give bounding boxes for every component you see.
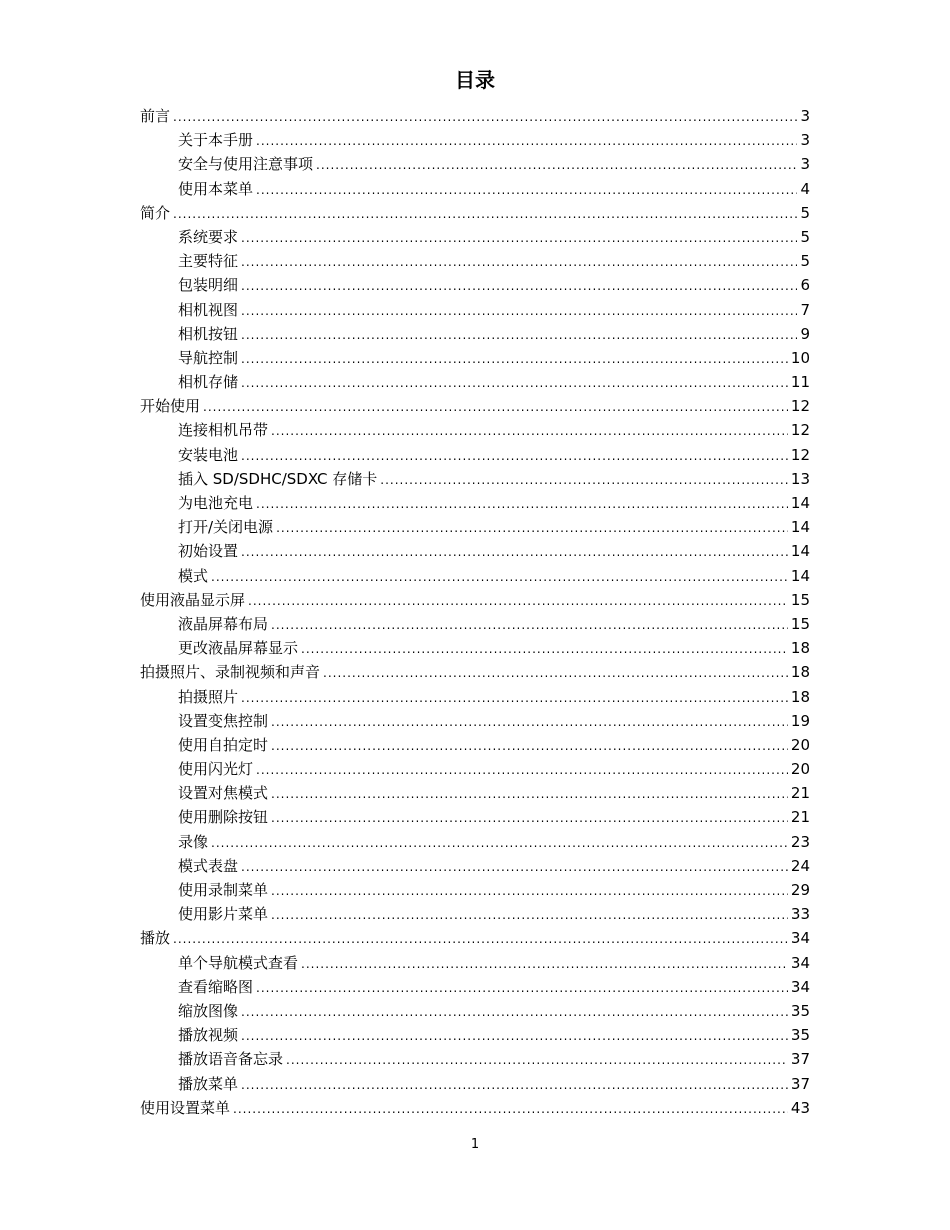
dot-leader: [241, 1000, 788, 1024]
toc-subentry[interactable]: [140, 612, 810, 636]
dot-leader: [323, 661, 788, 685]
toc-entry-label: 播放语音备忘录: [178, 1050, 284, 1069]
dot-leader: [173, 105, 797, 129]
toc-subentry[interactable]: [140, 539, 810, 563]
toc-entry-label: 缩放图像: [178, 1001, 239, 1020]
toc-entry-label: 单个导航模式查看: [178, 953, 299, 972]
toc-subentry[interactable]: [140, 491, 810, 515]
dot-leader: [380, 468, 788, 492]
toc-entry[interactable]: [140, 201, 810, 225]
toc-subentry[interactable]: [140, 636, 810, 660]
toc-entry-label: 播放菜单: [178, 1074, 239, 1093]
dot-leader: [301, 952, 788, 976]
toc-entry-page: 4: [800, 179, 810, 198]
dot-leader: [271, 903, 788, 927]
toc-entry-page: 37: [790, 1074, 810, 1093]
dot-leader: [241, 1024, 788, 1048]
toc-entry-page: 23: [790, 832, 810, 851]
dot-leader: [256, 178, 797, 202]
dot-leader: [256, 492, 788, 516]
dot-leader: [173, 202, 797, 226]
toc-entry-page: 12: [790, 445, 810, 464]
toc-subentry[interactable]: [140, 951, 810, 975]
toc-entry-label: 使用删除按钮: [178, 808, 269, 827]
toc-subentry[interactable]: [140, 249, 810, 273]
toc-entry-page: 3: [800, 131, 810, 150]
toc-subentry[interactable]: [140, 515, 810, 539]
toc-entry-label: 查看缩略图: [178, 977, 254, 996]
toc-entry-page: 14: [790, 494, 810, 512]
dot-leader: [241, 347, 788, 371]
toc-entry-page: 11: [790, 373, 810, 392]
toc-entry-page: 21: [790, 808, 810, 827]
toc-entry-page: 20: [790, 760, 810, 779]
dot-leader: [271, 806, 788, 830]
dot-leader: [203, 395, 788, 419]
toc-subentry[interactable]: [140, 733, 810, 757]
toc-entry-page: 7: [800, 300, 810, 319]
page-title: 目录: [455, 68, 495, 92]
toc-subentry[interactable]: [140, 322, 810, 346]
toc-entry-label: 模式: [178, 566, 209, 585]
toc-entry-label: 播放视频: [178, 1026, 239, 1045]
toc-entry-label: 使用影片菜单: [178, 905, 269, 924]
dot-leader: [241, 323, 797, 347]
dot-leader: [233, 1097, 788, 1121]
toc-entry[interactable]: [140, 394, 810, 418]
dot-leader: [271, 710, 788, 734]
toc-entry-label: 使用闪光灯: [178, 760, 254, 779]
toc-entry-label: 插入 SD/SDHC/SDXC 存储卡: [178, 469, 378, 488]
dot-leader: [241, 299, 797, 323]
toc-subentry[interactable]: [140, 1023, 810, 1047]
page-number: 1: [470, 1137, 480, 1152]
toc-subentry[interactable]: [140, 418, 810, 442]
toc-subentry[interactable]: [140, 975, 810, 999]
toc-entry-label: 系统要求: [178, 227, 239, 246]
toc-entry-label: 安全与使用注意事项: [178, 155, 314, 174]
toc-entry-page: 24: [790, 856, 810, 875]
toc-entry-label: 连接相机吊带: [178, 421, 269, 440]
dot-leader: [271, 782, 788, 806]
toc-subentry[interactable]: [140, 781, 810, 805]
toc-entry-page: 15: [790, 614, 810, 633]
toc-entry-page: 12: [790, 421, 810, 440]
dot-leader: [256, 976, 788, 1000]
dot-leader: [241, 226, 797, 250]
dot-leader: [248, 589, 788, 613]
toc-entry-page: 35: [790, 1001, 810, 1020]
toc-entry-label: 主要特征: [178, 252, 239, 271]
toc-entry-page: 18: [790, 663, 810, 682]
toc-entry-label: 液晶屏幕布局: [178, 614, 269, 633]
toc-entry-page: 12: [790, 397, 810, 416]
toc-entry-label: 导航控制: [178, 348, 239, 367]
dot-leader: [211, 565, 788, 589]
toc-entry[interactable]: [140, 104, 810, 128]
dot-leader: [241, 444, 788, 468]
dot-leader: [241, 540, 788, 564]
toc-entry-label: 相机视图: [178, 300, 239, 319]
toc-entry[interactable]: [140, 1096, 810, 1120]
toc-subentry[interactable]: [140, 999, 810, 1023]
toc-entry-page: 5: [800, 252, 810, 271]
toc-entry-label: 安装电池: [178, 445, 239, 464]
dot-leader: [271, 879, 788, 903]
toc-entry-page: 34: [790, 929, 810, 948]
toc-entry-label: 为电池充电: [178, 494, 254, 512]
toc-entry-label: 包装明细: [178, 276, 239, 295]
toc-subentry[interactable]: [140, 346, 810, 370]
toc-subentry[interactable]: [140, 152, 810, 176]
toc-entry-label: 使用自拍定时: [178, 735, 269, 754]
toc-entry-page: 3: [800, 155, 810, 174]
toc-entry-page: 14: [790, 542, 810, 561]
toc-entry-page: 5: [800, 227, 810, 246]
dot-leader: [241, 1073, 788, 1097]
toc-entry-page: 34: [790, 953, 810, 972]
toc-entry-label: 播放: [140, 929, 171, 948]
dot-leader: [256, 758, 788, 782]
toc-entry-label: 关于本手册: [178, 131, 254, 150]
toc-entry-page: 20: [790, 735, 810, 754]
toc-subentry[interactable]: [140, 830, 810, 854]
dot-leader: [256, 129, 797, 153]
toc-entry-label: 设置对焦模式: [178, 784, 269, 803]
dot-leader: [271, 734, 788, 758]
toc-subentry[interactable]: [140, 564, 810, 588]
toc-entry-label: 简介: [140, 203, 171, 222]
toc-entry-label: 使用液晶显示屏: [140, 590, 246, 609]
toc-entry[interactable]: [140, 926, 810, 950]
toc-subentry[interactable]: [140, 128, 810, 152]
toc-entry[interactable]: [140, 660, 810, 684]
toc-subentry[interactable]: [140, 805, 810, 829]
toc-subentry[interactable]: [140, 685, 810, 709]
toc-subentry[interactable]: [140, 177, 810, 201]
toc-entry-label: 初始设置: [178, 542, 239, 561]
dot-leader: [211, 831, 788, 855]
toc-subentry[interactable]: [140, 298, 810, 322]
dot-leader: [241, 274, 797, 298]
dot-leader: [241, 371, 788, 395]
toc-entry-label: 更改液晶屏幕显示: [178, 639, 299, 658]
dot-leader: [286, 1048, 788, 1072]
toc-subentry[interactable]: [140, 467, 810, 491]
dot-leader: [301, 637, 788, 661]
toc-entry-page: 3: [800, 107, 810, 125]
dot-leader: [173, 927, 788, 951]
toc-entry-page: 14: [790, 518, 810, 537]
toc-entry-page: 29: [790, 881, 810, 899]
toc-entry-page: 19: [790, 711, 810, 730]
toc-subentry[interactable]: [140, 273, 810, 297]
toc-entry-page: 21: [790, 784, 810, 803]
toc-subentry[interactable]: [140, 1072, 810, 1096]
toc-entry-page: 33: [790, 905, 810, 924]
toc-entry-page: 6: [800, 276, 810, 295]
toc-entry-label: 前言: [140, 107, 171, 125]
toc-entry-label: 打开/关闭电源: [178, 518, 274, 537]
toc-entry-page: 18: [790, 687, 810, 706]
dot-leader: [276, 516, 788, 540]
toc-entry-label: 录像: [178, 832, 209, 851]
toc-entry-page: 14: [790, 566, 810, 585]
toc-subentry[interactable]: [140, 878, 810, 902]
toc-entry-page: 10: [790, 348, 810, 367]
toc-entry-page: 37: [790, 1050, 810, 1069]
toc-entry-label: 使用设置菜单: [140, 1098, 231, 1117]
dot-leader: [241, 855, 788, 879]
toc-entry-page: 5: [800, 203, 810, 222]
dot-leader: [241, 686, 788, 710]
toc-entry-page: 13: [790, 469, 810, 488]
toc-entry-label: 相机按钮: [178, 324, 239, 343]
toc-entry-page: 35: [790, 1026, 810, 1045]
table-of-contents: [140, 104, 810, 1120]
toc-subentry[interactable]: [140, 757, 810, 781]
dot-leader: [316, 153, 797, 177]
toc-entry-page: 9: [800, 324, 810, 343]
toc-subentry[interactable]: [140, 1047, 810, 1071]
toc-entry-page: 18: [790, 639, 810, 658]
dot-leader: [271, 419, 788, 443]
dot-leader: [271, 613, 788, 637]
toc-entry-label: 相机存储: [178, 373, 239, 392]
toc-entry-label: 使用录制菜单: [178, 881, 269, 899]
toc-entry[interactable]: [140, 588, 810, 612]
toc-entry-label: 设置变焦控制: [178, 711, 269, 730]
toc-entry-page: 34: [790, 977, 810, 996]
toc-subentry[interactable]: [140, 902, 810, 926]
toc-entry-label: 拍摄照片: [178, 687, 239, 706]
toc-entry-page: 15: [790, 590, 810, 609]
toc-subentry[interactable]: [140, 225, 810, 249]
toc-entry-page: 43: [790, 1098, 810, 1117]
toc-entry-label: 拍摄照片、录制视频和声音: [140, 663, 321, 682]
toc-entry-label: 模式表盘: [178, 856, 239, 875]
toc-subentry[interactable]: [140, 370, 810, 394]
toc-subentry[interactable]: [140, 854, 810, 878]
toc-entry-label: 使用本菜单: [178, 179, 254, 198]
toc-subentry[interactable]: [140, 443, 810, 467]
toc-subentry[interactable]: [140, 709, 810, 733]
dot-leader: [241, 250, 797, 274]
toc-entry-label: 开始使用: [140, 397, 201, 416]
